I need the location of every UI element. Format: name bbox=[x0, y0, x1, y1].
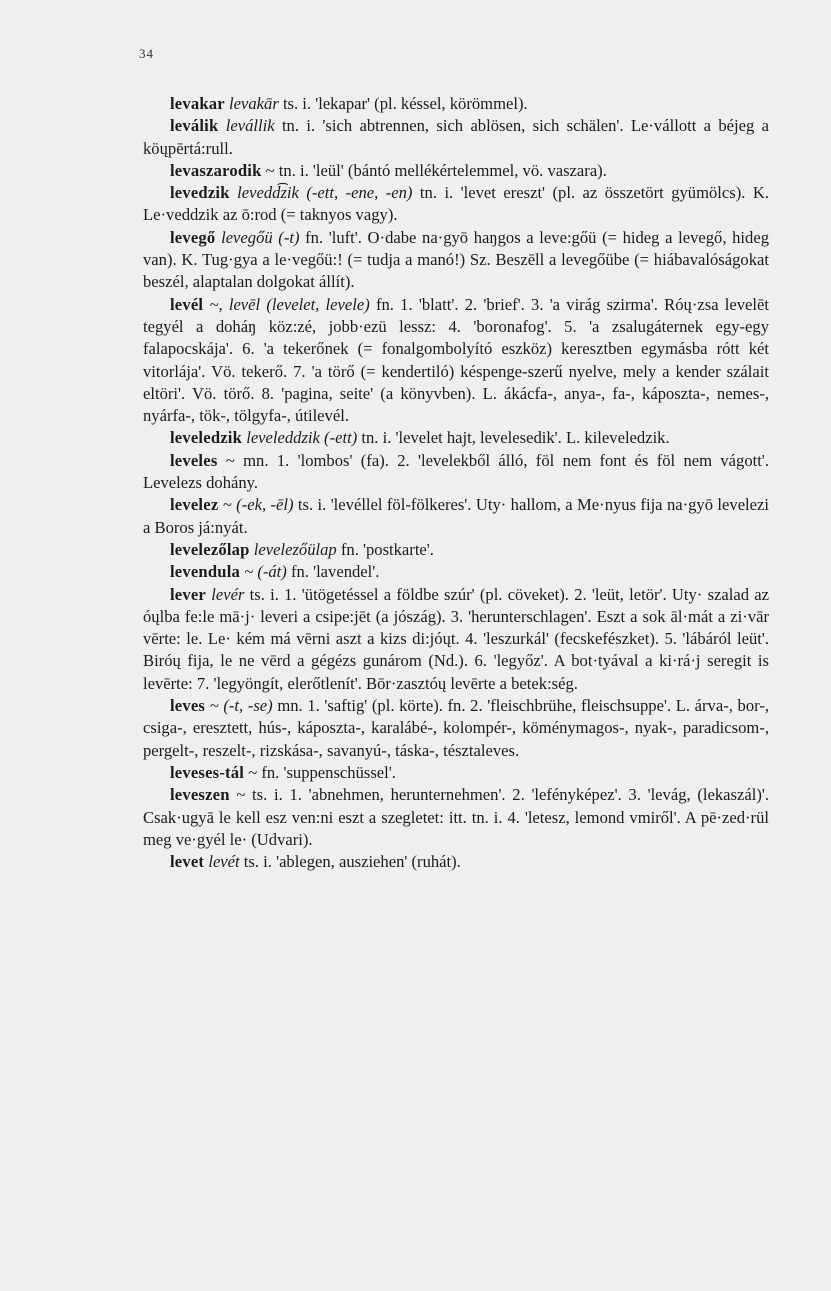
headword: leveses-tál bbox=[170, 762, 245, 782]
entry-definition: ts. i. 'ablegen, ausziehen' (ruhát). bbox=[239, 852, 461, 872]
dictionary-entry bbox=[143, 784, 769, 851]
dialect-form: levakār bbox=[229, 94, 279, 113]
dictionary-entry bbox=[143, 115, 769, 160]
dictionary-entry bbox=[143, 695, 769, 762]
entry-definition: ts. i. 1. 'ütögetéssel a földbe szúr' (pl. cöveket). 2. 'leüt, letör'. Uty· szalad az óųlba fe:le mā·j· leveri a csipe:jēt (a jószág). 3. 'herunterschlagen'. Eszt a sok āl·mát a zi·vār vērte: le. Le· kém má vērni aszt a kizs di:jóųt. 4. 'leszurkál' (fecskefészket). 5. 'lábáról leüt'. Biróų fija, le ne vērd a gégézs gunárom (Nd.). 6. 'legyőz'. A bot·tyával a ki·rá·j seregit is levērte: 7. 'legyöngít, elerőtlenít'. Bōr·zasztóų levērte a betek:ség. bbox=[143, 584, 770, 693]
entry-definition: ~ ts. i. 1. 'abnehmen, herunternehmen'. 2. 'lefényképez'. 3. 'levág, (lekaszál)'. Csak·ugyā le kell esz ven:ni eszt a szegletet: itt. tn. i. 4. 'letesz, lemond vmiről'. A pē·zed·rül meg ve·gyél le· (Udvari). bbox=[143, 785, 769, 849]
entry-definition: mn. 1. 'saftig' (pl. körte). fn. 2. 'fleischbrühe, fleischsuppe'. L. árva-, bor-, csiga-, eresztett, hús-, káposzta-, karalábé-, kolompér-, köménymagos-, nyak-, paradicsom-, pergelt-, reszelt-, rizskása-, savanyú-, táska-, tésztaleves. bbox=[143, 696, 769, 760]
dictionary-entry bbox=[143, 227, 769, 294]
headword: leveszen bbox=[170, 785, 230, 805]
entry-definition: ts. i. 'levéllel föl-fölkeres'. Uty· hallom, a Me·nyus fija na·gyō levelezi a Boros já:nyát. bbox=[143, 495, 770, 537]
entry-definition: tn. i. 'levet ereszt' (pl. az összetört gyümölcs). K. Le·veddzik az ō:rod (= taknyos vagy). bbox=[143, 183, 769, 225]
dialect-form: levér bbox=[211, 584, 245, 604]
dictionary-entry bbox=[143, 539, 769, 561]
dictionary-entry bbox=[143, 93, 769, 115]
headword: levakar bbox=[170, 94, 225, 113]
entry-definition: fn. 'postkarte'. bbox=[336, 539, 434, 559]
entry-definition: ~ tn. i. 'leül' (bántó mellékértelemmel, vö. vaszara). bbox=[261, 160, 607, 180]
entry-column bbox=[143, 93, 769, 873]
entry-definition: ts. i. 'lekapar' (pl. késsel, körömmel). bbox=[278, 94, 528, 113]
entry-definition: fn. 'lavendel'. bbox=[286, 562, 380, 582]
dialect-form: levállik bbox=[225, 116, 275, 136]
headword: levél bbox=[170, 294, 204, 314]
headword: leves bbox=[170, 696, 206, 716]
headword: leveles bbox=[170, 450, 218, 470]
headword: levaszarodik bbox=[170, 160, 262, 180]
headword: levedzik bbox=[170, 183, 230, 203]
entry-definition: tn. i. 'levelet hajt, levelesedik'. L. kileveledzik. bbox=[357, 428, 670, 448]
dictionary-entry bbox=[143, 851, 769, 873]
dictionary-entry bbox=[143, 561, 769, 583]
entry-definition: fn. 1. 'blatt'. 2. 'brief'. 3. 'a virág szirma'. Róų·zsa levelēt tegyél a doháŋ köz:zé, jobb·ezü lessz: 4. 'boronafog'. 5. 'a zsalugáternek egy-egy falapocskája'. 6. 'a tekerőnek (= fonalgombolyító eszköz) keresztben egymásba rótt két vitorlája'. Vö. tekerő. 7. 'a törő (= kendertiló) késpenge-szerű nyelve, mely a kender szálait eltöri'. Vö. törő. 8. 'pagina, seite' (a könyvben). L. ákácfa-, anya-, fa-, káposzta-, nemes-, nyárfa-, tök-, tölgyfa-, útilevél. bbox=[143, 294, 769, 426]
entry-definition: ~ fn. 'suppenschüssel'. bbox=[244, 762, 396, 782]
dialect-form: levegőü (-t) bbox=[221, 227, 300, 247]
dictionary-entry bbox=[143, 427, 769, 449]
headword: levelez bbox=[170, 495, 219, 515]
headword: leveledzik bbox=[170, 428, 243, 448]
dialect-form: ~ (-át) bbox=[244, 562, 287, 582]
headword: lever bbox=[170, 584, 207, 604]
headword: levelezőlap bbox=[170, 539, 250, 559]
entry-definition: ~ mn. 1. 'lombos' (fa). 2. 'levelekből álló, föl nem font és föl nem vágott'. Levelezs dohány. bbox=[143, 450, 769, 493]
dialect-form: levét bbox=[208, 852, 240, 872]
dialect-form: levelezőülap bbox=[253, 539, 337, 559]
entry-definition: fn. 'luft'. O·dabe na·gyō haŋgos a leve:gőü (= hideg a levegő, hideg van). K. Tug·gya a le·vegőü:! (= tudja a manó!) Sz. Beszēll a levegőübe (= hiábavalóságokat beszél, alaptalan dolgokat állít). bbox=[143, 227, 769, 292]
headword: levendula bbox=[170, 562, 241, 582]
dialect-form: ~ (-ek, -ēl) bbox=[222, 495, 294, 515]
dictionary-entry bbox=[143, 160, 769, 182]
headword: leválik bbox=[170, 116, 219, 136]
dialect-form: ~ (-t, -se) bbox=[209, 696, 273, 716]
dictionary-entry bbox=[143, 584, 769, 695]
page-number: 34 bbox=[139, 46, 154, 61]
dictionary-entry bbox=[143, 450, 769, 495]
headword: levet bbox=[170, 852, 205, 872]
dialect-form: leveleddzik (-ett) bbox=[246, 428, 358, 448]
dialect-form: ~, levēl (levelet, levele) bbox=[209, 294, 370, 314]
headword: levegő bbox=[170, 227, 216, 247]
entry-definition: tn. i. 'sich abtrennen, sich ablösen, sich schälen'. Le·vállott a béjeg a köųpērtá:rull. bbox=[143, 116, 769, 158]
dictionary-entry bbox=[143, 762, 769, 784]
dictionary-entry bbox=[143, 494, 769, 539]
dictionary-entry bbox=[143, 294, 769, 428]
dialect-form: levedd͡zik (-ett, -ene, -en) bbox=[237, 183, 413, 203]
dictionary-entry bbox=[143, 182, 769, 227]
